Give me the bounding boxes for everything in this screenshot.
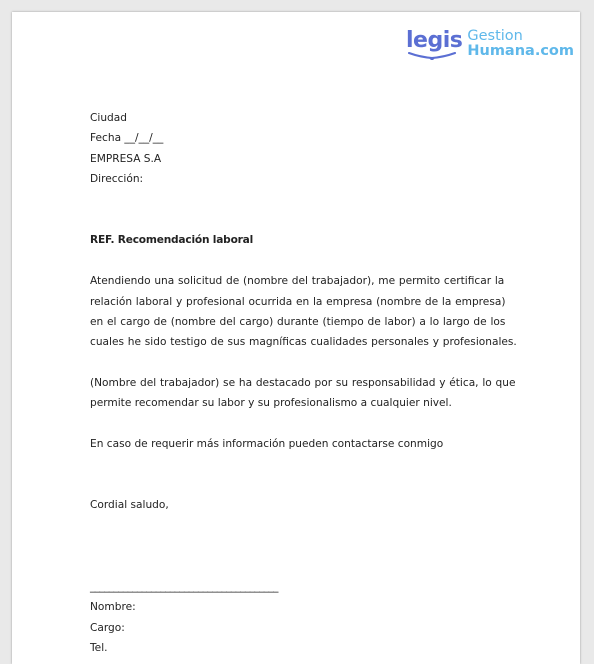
name-label: Nombre: (90, 601, 136, 614)
paragraph-2 (90, 373, 516, 414)
paragraph-1-line: en el cargo de (nombre del cargo) durante (tiempo de labor) a lo largo de los (90, 315, 506, 328)
paragraph-1-line: cuales he sido testigo de sus magníficas cualidades personales y profesionales. (90, 336, 517, 349)
company-line: EMPRESA S.A (90, 152, 162, 165)
logo-line2: Humana.com (467, 43, 574, 59)
signature-line: ________________________________________ (90, 581, 278, 594)
paragraph-3: En caso de requerir más información pueden contactarse conmigo (90, 438, 444, 451)
paragraph-1-line: relación laboral y profesional ocurrida en la empresa (nombre de la empresa) (90, 295, 506, 308)
logo-brand-text: legis (406, 28, 463, 53)
paragraph-2-line: (Nombre del trabajador) se ha destacado por su responsabilidad y ética, lo que (90, 377, 516, 390)
address-line: Dirección: (90, 173, 144, 186)
paragraph-2-line: permite recomendar su labor y su profesionalismo a cualquier nivel. (90, 397, 452, 410)
reference-line: REF. Recomendación laboral (90, 234, 254, 247)
paragraph-1 (90, 271, 517, 353)
closing-line: Cordial saludo, (90, 499, 169, 512)
logo-tagline (467, 29, 574, 59)
document-page (12, 12, 580, 664)
logo-brand (406, 29, 462, 53)
open-book-icon (408, 52, 456, 60)
date-line: Fecha __/__/__ (90, 132, 164, 145)
city-line: Ciudad (90, 112, 127, 124)
logo-line1: Gestion (467, 28, 523, 44)
letter-body (90, 108, 517, 659)
legis-gestion-humana-logo (406, 29, 574, 63)
phone-label: Tel. (90, 642, 108, 655)
paragraph-1-line: Atendiendo una solicitud de (nombre del trabajador), me permito certificar la (90, 275, 505, 288)
position-label: Cargo: (90, 621, 125, 634)
